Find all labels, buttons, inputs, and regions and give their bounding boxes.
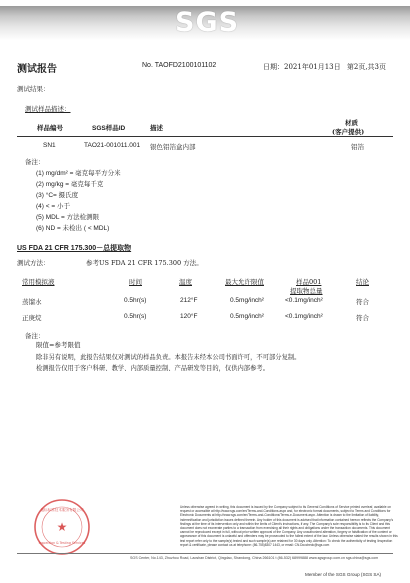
conclusion: 符合 [356,298,369,306]
sample-material: 铝箔 [351,143,364,151]
company-seal-stamp [32,497,92,557]
fda-remark-label: 备注： [25,332,45,340]
col-sample-no: 样品编号 [37,124,63,132]
col-description: 描述 [150,124,163,132]
temperature: 212°F [180,297,198,304]
footer-divider [17,553,393,554]
conclusion: 符合 [356,314,369,322]
test-method-label: 测试方法： [17,259,50,267]
col-sgs-id: SGS样品ID [92,125,126,132]
col-simulant: 常用模拟液 [22,278,55,286]
simulant: 蒸馏水 [22,298,42,306]
fda-section-title: US FDA 21 CFR 175.300－总提取物 [17,245,132,252]
max-limit: 0.5mg/inch² [230,313,264,320]
col-material: 材质 [345,119,358,127]
report-date-text: 日期：2021年01月13日 [263,63,341,71]
page-info: 第2页,共3页 [346,63,387,71]
note-item: (1) mg/dm² = 毫克每平方分米 [36,170,121,177]
note-item: (5) MDL = 方法检测限 [36,214,100,221]
extract-value: <0.1mg/inch² [285,297,323,304]
notes-title: 备注： [25,158,45,166]
footer-address: SGS Center, No.143, Zhuzhou Road, Laoshan District, Qingdao, Shandong, China 266101 t (86-532) 68999888 www.sgsgroup.com.cn sgs.china@sgs.com [130,556,379,560]
time: 0.5hr(s) [124,313,147,320]
stamp-text-bottom: Inspection & Testing Services [38,541,86,545]
note-item: (4) < = 小于 [36,203,70,210]
footer-fine-print: Unless otherwise agreed in writing, this document is issued by the Company subject to its General Conditions of Service printed overleaf, available on request or accessible at http://www.sgs.com/en/Terms-and-Conditions.aspx and, for electronic format documents, subject to Terms and Conditions for Electronic Documents at http://www.sgs.com/en/Terms-and-Conditions/Terms-e-Document.aspx. Attention is drawn to the limitation of liability, indemnification and jurisdiction issues defined therein. Any holder of this document is advised that information contained hereon reflects the Company's findings at the time of its intervention only and within the limits of Client's instructions, if any. The Company's sole responsibility is to its Client and this document does not exonerate parties to a transaction from exercising all their rights and obligations under the transaction documents. This document cannot be reproduced except in full, without prior written approval of the Company. Any unauthorized alteration, forgery or falsification of the content or appearance of this document is unlawful and offenders may be prosecuted to the fullest extent of the law. Unless otherwise stated the results shown in this test report refer only to the sample(s) tested and such sample(s) are retained for 30 days only. Attention: To check the authenticity of testing /inspection report & certificate, please contact us at telephone: (86-755)8307 1443, or email: CN.Doccheck@sgs.com [180,505,398,547]
simulant: 正庚烷 [22,314,42,322]
note-item: (2) mg/kg = 毫克每千克 [36,181,104,188]
report-title: 测试报告 [17,64,57,75]
sample-description-title: 测试样品描述： [25,105,71,113]
statement-1: 除非另有说明，此报告结果仅对测试的样品负责。本报告未经本公司书面许可，不可部分复制。 [36,354,301,361]
time: 0.5hr(s) [124,297,147,304]
sample-no: SN1 [43,142,56,149]
test-method-text: 参考US FDA 21 CFR 175.300 方法。 [86,259,203,267]
report-date [263,62,386,72]
stamp-star-icon: ★ [56,520,68,534]
note-item: (6) ND = 未检出 ( < MDL) [36,225,110,232]
col-total-extract: 提取物总量 [290,287,323,295]
table-divider [17,136,393,137]
footer-member: Member of the SGS Group (SGS SA) [305,572,382,577]
max-limit: 0.5mg/inch² [230,297,264,304]
sgs-sample-id: TAO21-001011.001 [84,142,141,149]
temperature: 120°F [180,313,198,320]
col-sample-001: 样品001 [296,278,322,286]
note-item: (3) °C= 摄氏度 [36,192,79,199]
sgs-logo: SGS [175,7,240,38]
sample-description: 银色铝箔盒内部 [150,143,196,151]
col-conclusion: 结论 [356,278,369,286]
col-time: 时间 [129,278,142,286]
results-label: 测试结果： [17,85,50,93]
statement-2: 检测报告仅用于客户科研、教学、内部质量控制、产品研发等目的，仅供内部参考。 [36,365,269,372]
fda-remark-text: 限值=参考限值 [36,341,81,349]
col-max-limit: 最大允许限值 [225,278,264,286]
extract-value: <0.1mg/inch² [285,313,323,320]
report-number: No. TAOFD2100101102 [142,62,217,69]
col-customer-provided: (客户提供) [332,128,365,136]
col-temperature: 温度 [179,278,192,286]
stamp-text-top: 通标标准技术服务有限公司 [40,508,84,512]
